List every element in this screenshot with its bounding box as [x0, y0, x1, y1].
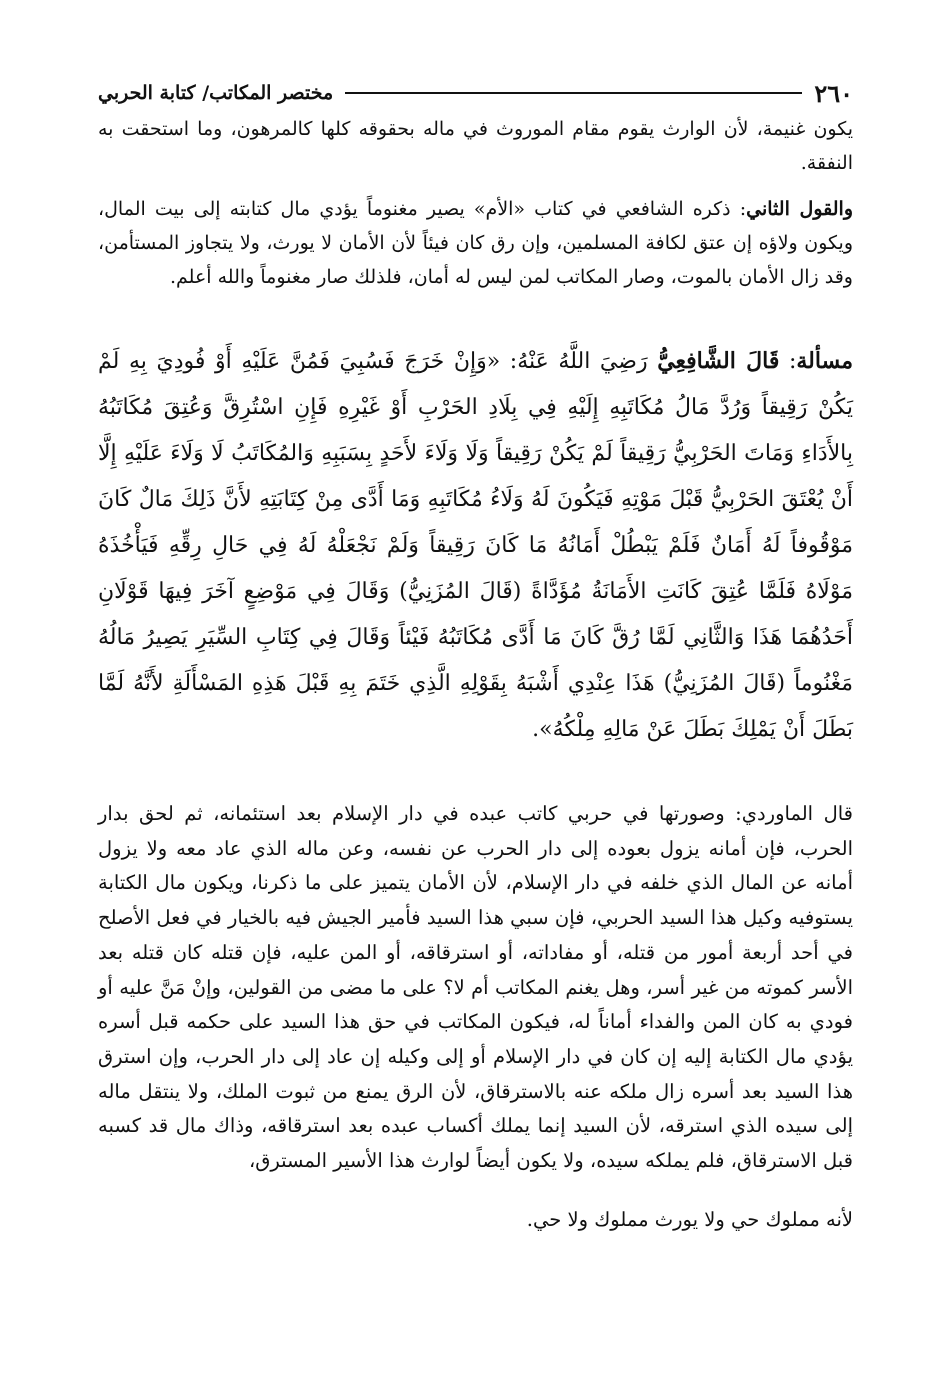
- masala-body: رَضِيَ اللَّهُ عَنْهُ: «وَإِنْ خَرَجَ فَسُبِيَ فَمُنَّ عَلَيْهِ أَوْ فُودِيَ بِهِ لَمْ يَكُنْ رَقِيقاً وَرُدَّ مَالُ مُكَاتَبِهِ إِلَيْهِ فِي بِلَادِ الحَرْبِ أَوْ غَيْرِهِ فَإِنِ اسْتُرِقَّ وَعُتِقَ مُكَاتَبُهُ بِالأَدَاءِ وَمَاتَ الحَرْبِيُّ رَقِيقاً لَمْ يَكُنْ رَقِيقاً وَلَا وَلَاءَ لأَحَدٍ بِسَبَبِهِ وَالمُكَاتَبُ لَا وَلَاءَ عَلَيْهِ إِلَّا أَنْ يُعْتَقَ الحَرْبِيُّ قَبْلَ مَوْتِهِ فَيَكُونَ لَهُ وَلَاءُ مُكَاتَبِهِ وَمَا أَدَّى مِنْ كِتَابَتِهِ لأَنَّ ذَلِكَ مَالٌ كَانَ مَوْقُوفاً لَهُ أَمَانٌ فَلَمْ يَبْطُلْ أَمَانُهُ مَا كَانَ رَقِيقاً وَلَمْ نَجْعَلْهُ لَهُ فِي حَالِ رِقِّهِ فَيَأْخُذَهُ مَوْلَاهُ فَلَمَّا عُتِقَ كَانَتِ الأَمَانَةُ مُؤَدَّاةً (قَالَ المُزَنِيُّ) وَقَالَ فِي مَوْضِعٍ آخَرَ فِيهَا قَوْلَانِ أَحَدُهُمَا هَذَا وَالثَّانِي لَمَّا رُقَّ كَانَ مَا أَدَّى مُكَاتَبُهُ فَيْئاً وَقَالَ فِي كِتَابِ السِّيَرِ يَصِيرُ مَالُهُ مَغْنُوماً (قَالَ المُزَنِيُّ) هَذَا عِنْدِي أَشْبَهُ بِقَوْلِهِ الَّذِي خَتَمَ بِهِ قَبْلَ هَذِهِ المَسْأَلَةِ لأَنَّهُ لَمَّا بَطَلَ أَنْ يَمْلِكَ بَطَلَ عَنْ مَالِهِ مِلْكُهُ».: [98, 349, 853, 742]
- running-title: مختصر المكاتب/ كتابة الحربي: [98, 82, 334, 104]
- commentary-last-line: لأنه مملوك حي ولا يورث مملوك ولا حي.: [526, 1207, 853, 1231]
- masala-speaker: قَالَ الشَّافِعِيُّ: [657, 348, 780, 374]
- commentary-text: قال الماوردي: وصورتها في حربي كاتب عبده في دار الإسلام بعد استئمانه، ثم لحق بدار الحرب، فإن أمانه يزول بعوده إلى دار الحرب عن نفسه، وعن ماله الذي عاد معه ولا يزول أمانه عن المال الذي خلفه في دار الإسلام، لأن الأمان يتميز على ما ذكرنا، ويكون مال الكتابة يستوفيه وكيل هذا السيد الحربي، فإن سبي هذا السيد فأمير الجيش فيه بالخيار في فعل الأصلح في أحد أربعة أمور من قتله، أو مفاداته، أو استرقاقه، أو المن عليه، فإن قتله كان قتله بعد الأسر كموته من غير أسر، وهل يغنم المكاتب أم لا؟ على ما مضى من القولين، وإنْ مَنَّ عليه أو فودي به كان المن والفداء أماناً له، فيكون المكاتب في حق هذا السيد على حكمه قبل أسره يؤدي مال الكتابة إليه إن كان في دار الإسلام أو إلى وكيله إن عاد إلى دار الحرب، وإن استرق هذا السيد بعد أسره زال ملكه عنه بالاسترقاق، لأن الرق يمنع من ثبوت الملك، ولا ينتقل ماله إلى سيده الذي استرقه، لأن السيد إنما يملك أكساب عبده بعد استرقاقه، وذاك مال قد كسبه قبل الاسترقاق، فلم يملكه سيده، ولا يكون أيضاً لوارث هذا الأسير المسترق،: [98, 802, 853, 1173]
- paragraph-second-opinion: [98, 192, 853, 294]
- paragraph-text: يكون غنيمة، لأن الوارث يقوم مقام الموروث في ماله بحقوقه كلها كالمرهون، وما استحقت به النفقة.: [98, 118, 853, 174]
- header-rule: [345, 92, 802, 94]
- paragraph-ghanima: [98, 112, 853, 180]
- page-number: ٢٦٠: [814, 78, 853, 108]
- commentary-mawardi: [98, 797, 853, 1237]
- paragraph-body: : ذكره الشافعي في كتاب «الأم» يصير مغنوماً يؤدي مال كتابته إلى بيت المال، ويكون ولاؤه إن عتق لكافة المسلمين، وإن رق كان فيئاً لأن الأمان لا يورث، ولا يتجاوز المستأمن، وقد زال الأمان بالموت، وصار المكاتب لمن ليس له أمان، فلذلك صار مغنوماً والله أعلم.: [98, 198, 853, 288]
- masala-text: [98, 338, 853, 753]
- paragraph-lead: والقول الثاني: [746, 198, 853, 220]
- paragraph-text: [98, 192, 853, 294]
- page-header: [98, 78, 853, 108]
- masala-paragraph: [98, 338, 853, 753]
- masala-lead: مسألة: [796, 348, 854, 374]
- masala-separator: :: [779, 349, 797, 374]
